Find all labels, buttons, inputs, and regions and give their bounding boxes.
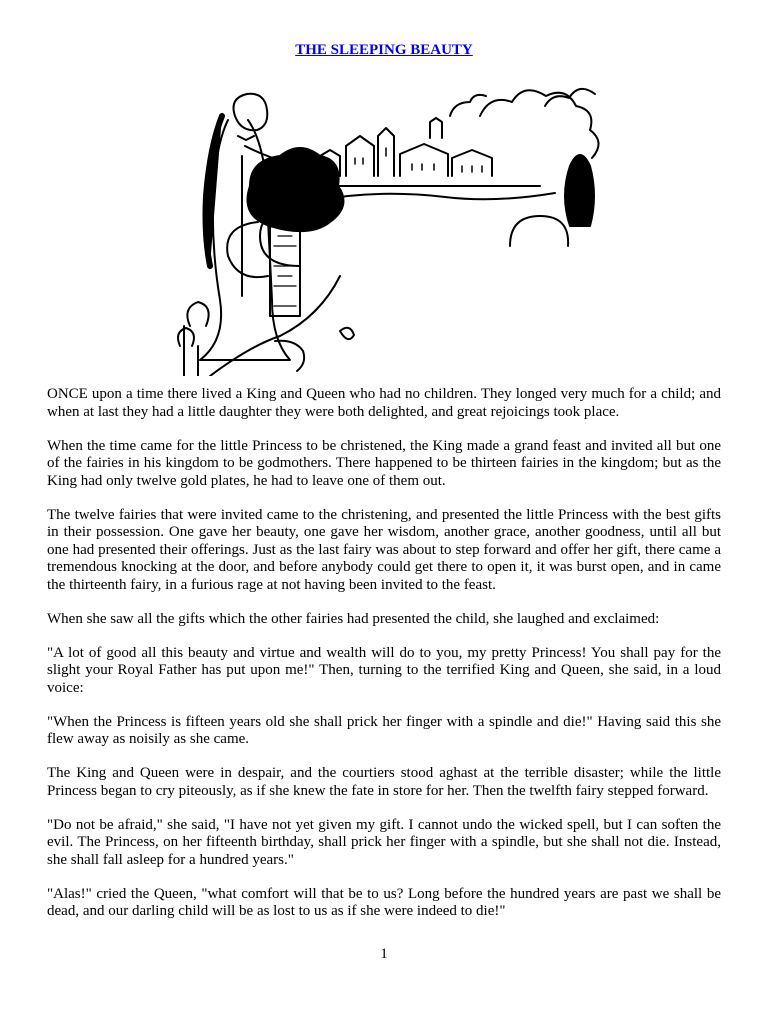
paragraph: The twelve fairies that were invited came to the christening, and presented the little Princess with the best gifts in their possession. One gave her beauty, one gave her wisdom, another grace, another goodness, until all but one had presented their offerings. Just as the last fairy was about to step forward and offer her gift, there came a tremendous knocking at the door, and before anybody could get there to open it, it was burst open, and in came the thirteenth fairy, in a furious rage at not having been invited to the feast. — [47, 506, 721, 593]
paragraph: When she saw all the gifts which the other fairies had presented the child, she laughed and exclaimed: — [47, 610, 660, 627]
paragraph: "Do not be afraid," she said, "I have not yet given my gift. I cannot undo the wicked spell, but I can soften the evil. The Princess, on her fifteenth birthday, shall prick her finger with a spindle, but she shall not die. Instead, she shall fall asleep for a hundred years." — [47, 816, 721, 868]
page-number: 1 — [380, 946, 388, 962]
paragraph: "A lot of good all this beauty and virtue and wealth will do to you, my pretty Princess! You shall pay for the slight your Royal Father has put upon me!" Then, turning to the terrified King and Queen, she said, in a loud voice: — [47, 644, 721, 696]
paragraph: "Alas!" cried the Queen, "what comfort will that be to us? Long before the hundred years are past we shall be dead, and our darling child will be as lost to us as if she were indeed to die!" — [47, 885, 721, 919]
paragraph: "When the Princess is fifteen years old she shall prick her finger with a spindle and die!" Having said this she flew away as noisily as she came. — [47, 713, 721, 747]
story-text — [47, 386, 721, 937]
paragraph: The King and Queen were in despair, and the courtiers stood aghast at the terrible disaster; while the little Princess began to cry piteously, as if she knew the fate in store for her. Then the twelfth fairy stepped forward. — [47, 765, 721, 799]
page-title[interactable]: THE SLEEPING BEAUTY — [295, 42, 473, 58]
paragraph: ONCE upon a time there lived a King and Queen who had no children. They longed very much for a child; and when at last they had a little daughter they were both delighted, and great rejoicings took place. — [47, 386, 721, 420]
paragraph: When the time came for the little Princess to be christened, the King made a grand feast and invited all but one of the fairies in his kingdom to be godmothers. There happened to be thirteen fairies in the kingdom; but as the King had only twelve gold plates, he had to leave one of them out. — [47, 437, 721, 489]
princess-castle-illustration — [150, 76, 620, 376]
